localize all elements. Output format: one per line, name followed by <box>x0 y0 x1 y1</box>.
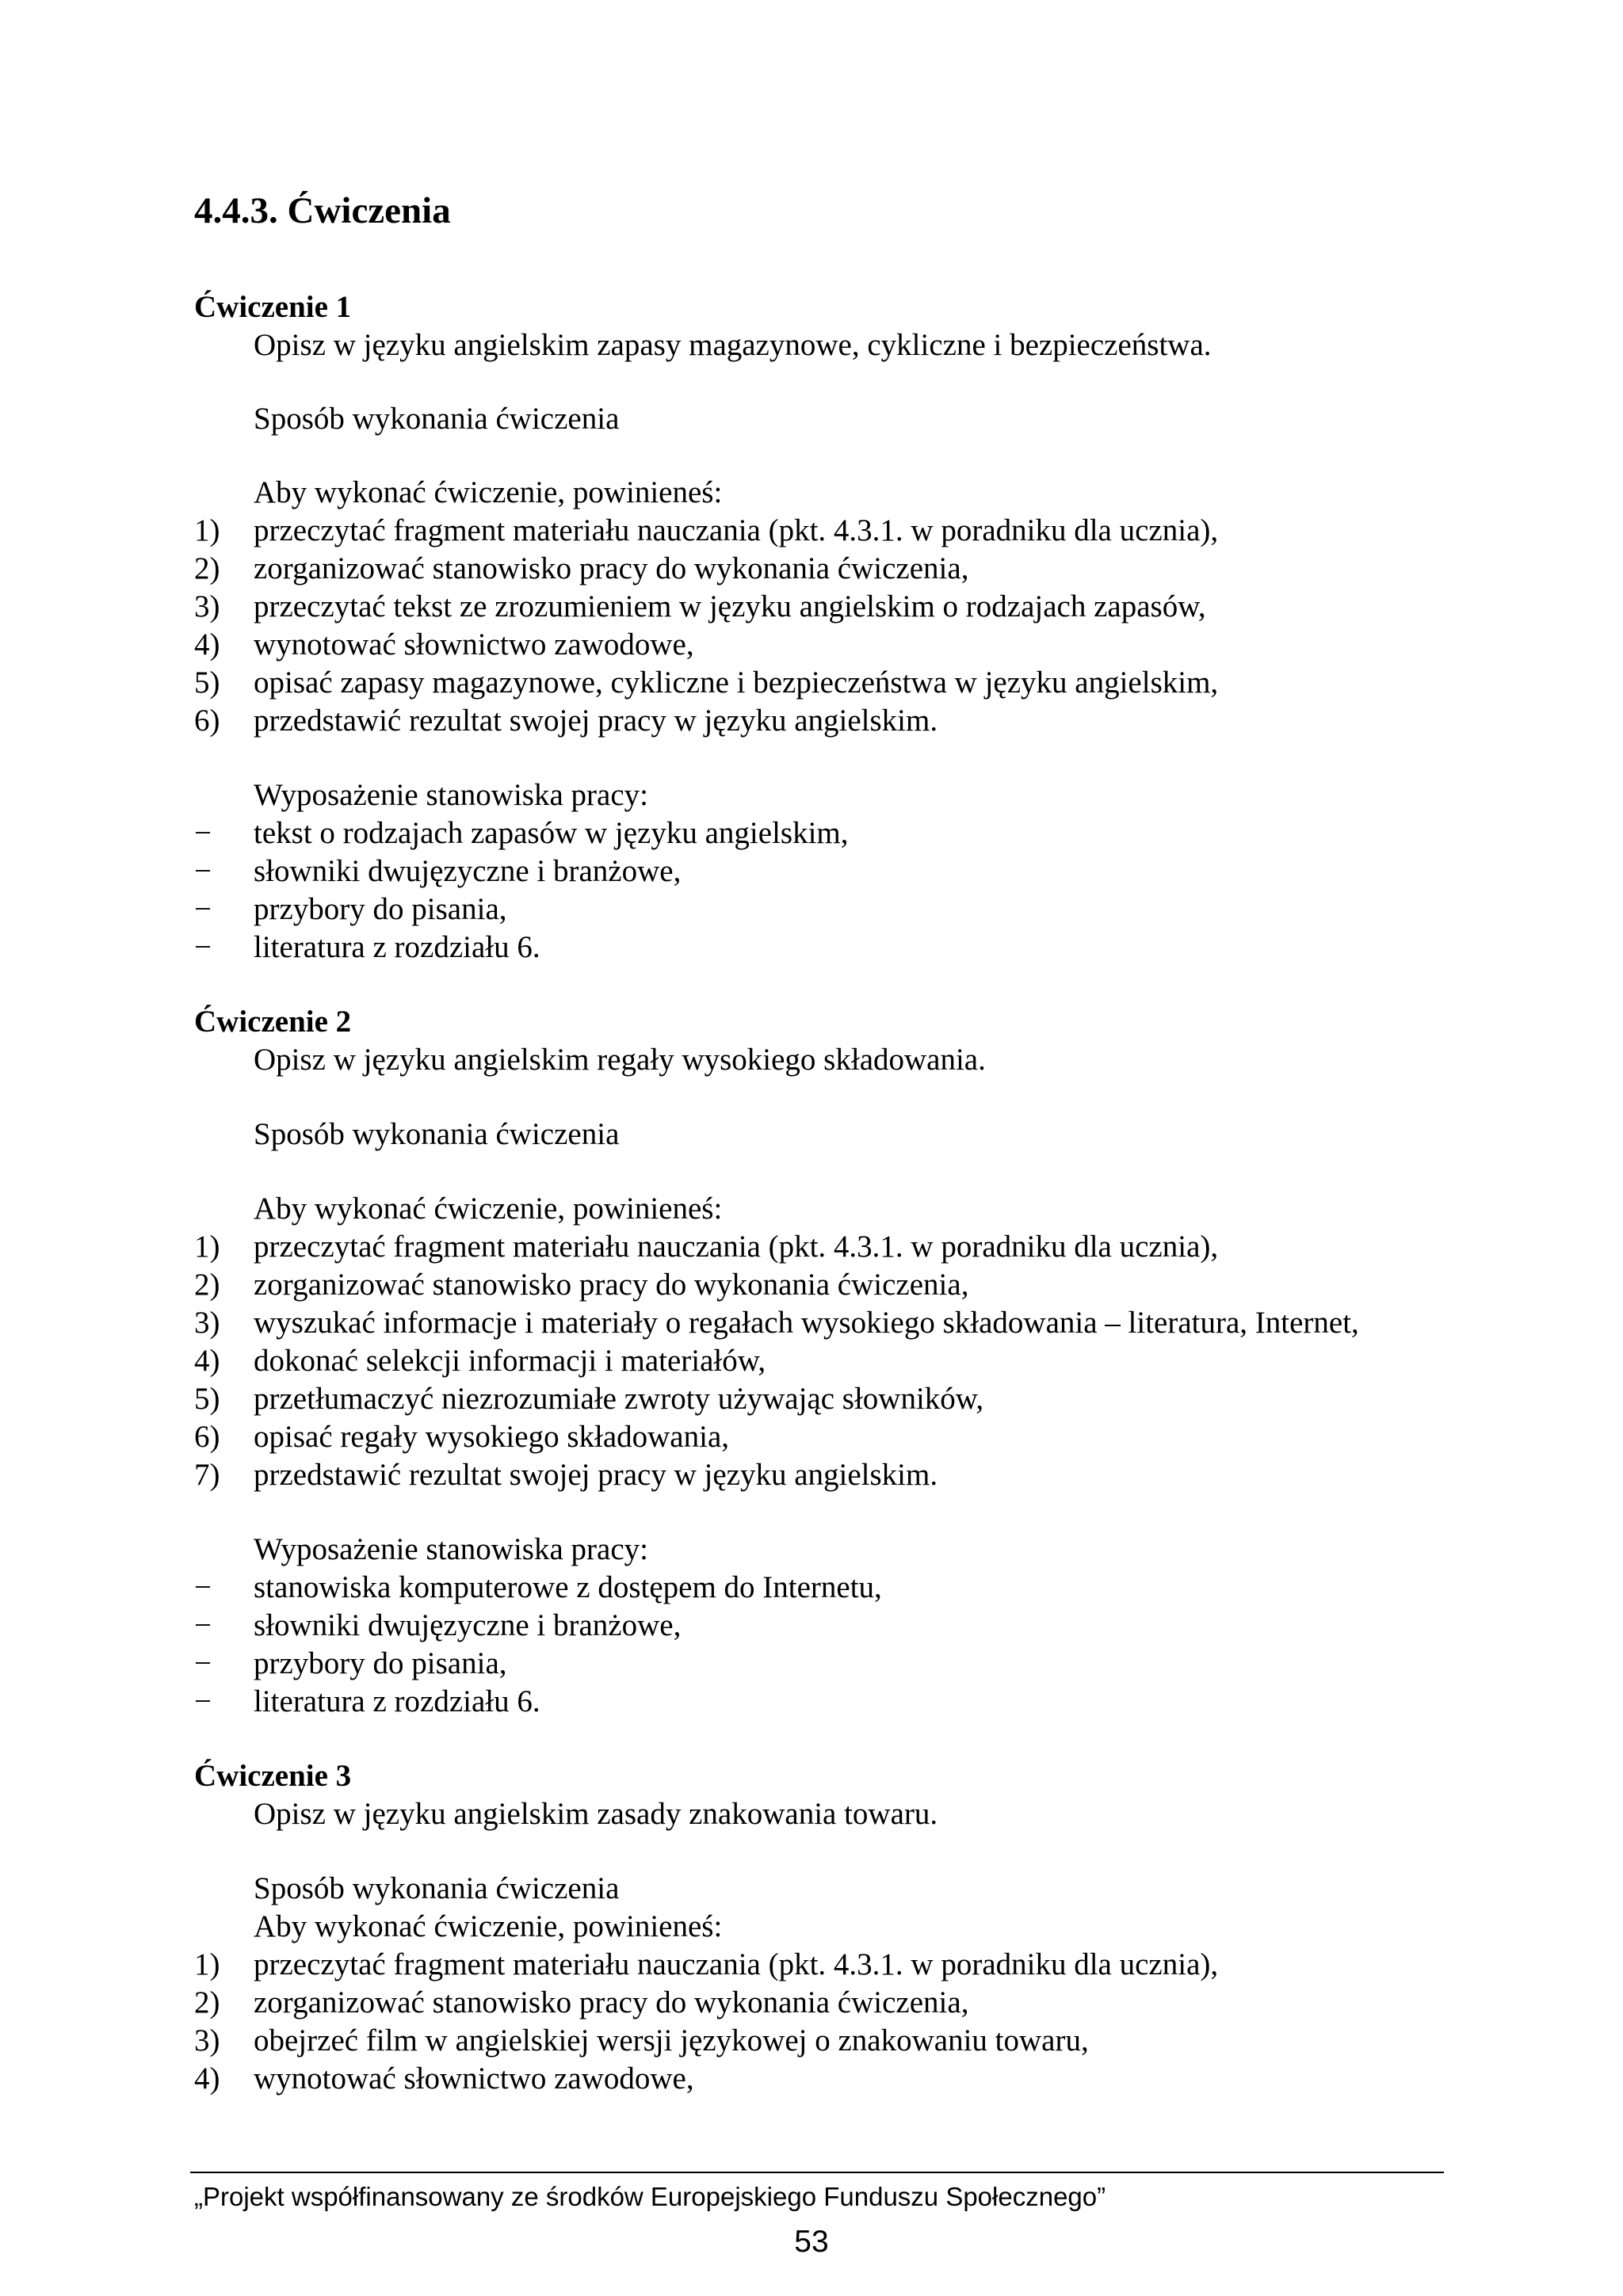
step-number: 5) <box>194 1382 220 1416</box>
exercise-1-method-label: Sposób wykonania ćwiczenia <box>254 402 620 436</box>
step-number: 6) <box>194 1420 220 1454</box>
step-number: 3) <box>194 2023 220 2058</box>
step-text: przeczytać fragment materiału nauczania (pkt. 4.3.1. w poradniku dla ucznia), <box>254 1230 1219 1264</box>
exercise-1-equipment-label: Wyposażenie stanowiska pracy: <box>254 778 648 812</box>
equipment-item: przybory do pisania, <box>254 1646 507 1680</box>
step-number: 2) <box>194 1268 220 1302</box>
step-number: 5) <box>194 666 220 700</box>
step-text: wynotować słownictwo zawodowe, <box>254 627 694 662</box>
exercise-3-heading: Ćwiczenie 3 <box>194 1759 352 1793</box>
dash-bullet: − <box>194 1646 212 1680</box>
step-text: obejrzeć film w angielskiej wersji językowej o znakowaniu towaru, <box>254 2023 1089 2058</box>
exercise-2-task: Opisz w języku angielskim regały wysokiego składowania. <box>254 1043 986 1077</box>
step-number: 1) <box>194 513 220 547</box>
dash-bullet: − <box>194 1684 212 1718</box>
exercise-1-task: Opisz w języku angielskim zapasy magazynowe, cykliczne i bezpieczeństwa. <box>254 328 1212 362</box>
equipment-item: słowniki dwujęzyczne i branżowe, <box>254 854 682 888</box>
exercise-3-steps-intro: Aby wykonać ćwiczenie, powinieneś: <box>254 1909 723 1943</box>
step-text: opisać regały wysokiego składowania, <box>254 1420 730 1454</box>
step-number: 4) <box>194 2061 220 2096</box>
exercise-2-steps-intro: Aby wykonać ćwiczenie, powinieneś: <box>254 1192 723 1226</box>
step-number: 4) <box>194 1344 220 1378</box>
exercise-2-equipment-label: Wyposażenie stanowiska pracy: <box>254 1532 648 1566</box>
step-text: zorganizować stanowisko pracy do wykonania ćwiczenia, <box>254 1268 969 1302</box>
step-text: wyszukać informacje i materiały o regałach wysokiego składowania – literatura, Internet, <box>254 1306 1359 1340</box>
dash-bullet: − <box>194 816 212 850</box>
step-number: 1) <box>194 1947 220 1981</box>
footer-divider <box>190 2172 1444 2173</box>
step-number: 3) <box>194 589 220 624</box>
equipment-item: słowniki dwujęzyczne i branżowe, <box>254 1608 682 1642</box>
page-number: 53 <box>794 2225 829 2259</box>
equipment-item: literatura z rozdziału 6. <box>254 930 540 964</box>
step-text: opisać zapasy magazynowe, cykliczne i bezpieczeństwa w języku angielskim, <box>254 666 1219 700</box>
exercise-3-task: Opisz w języku angielskim zasady znakowania towaru. <box>254 1797 938 1831</box>
step-number: 2) <box>194 1985 220 2019</box>
step-number: 4) <box>194 627 220 662</box>
dash-bullet: − <box>194 854 212 888</box>
exercise-1-heading: Ćwiczenie 1 <box>194 290 352 324</box>
equipment-item: tekst o rodzajach zapasów w języku angielskim, <box>254 816 849 850</box>
exercise-2-method-label: Sposób wykonania ćwiczenia <box>254 1117 620 1151</box>
dash-bullet: − <box>194 930 212 964</box>
step-number: 3) <box>194 1306 220 1340</box>
dash-bullet: − <box>194 1570 212 1604</box>
section-title: 4.4.3. Ćwiczenia <box>194 190 451 231</box>
step-number: 1) <box>194 1230 220 1264</box>
equipment-item: stanowiska komputerowe z dostępem do Internetu, <box>254 1570 882 1604</box>
step-number: 7) <box>194 1458 220 1492</box>
step-text: przetłumaczyć niezrozumiałe zwroty używając słowników, <box>254 1382 984 1416</box>
step-number: 2) <box>194 551 220 585</box>
dash-bullet: − <box>194 1608 212 1642</box>
step-text: przeczytać tekst ze zrozumieniem w języku angielskim o rodzajach zapasów, <box>254 589 1206 624</box>
step-text: dokonać selekcji informacji i materiałów, <box>254 1344 766 1378</box>
step-text: przeczytać fragment materiału nauczania (pkt. 4.3.1. w poradniku dla ucznia), <box>254 1947 1219 1981</box>
dash-bullet: − <box>194 892 212 926</box>
step-number: 6) <box>194 704 220 738</box>
step-text: przedstawić rezultat swojej pracy w języku angielskim. <box>254 704 938 738</box>
exercise-2-heading: Ćwiczenie 2 <box>194 1005 352 1039</box>
exercise-3-method-label: Sposób wykonania ćwiczenia <box>254 1871 620 1905</box>
step-text: zorganizować stanowisko pracy do wykonania ćwiczenia, <box>254 551 969 585</box>
exercise-1-steps-intro: Aby wykonać ćwiczenie, powinieneś: <box>254 475 723 509</box>
step-text: wynotować słownictwo zawodowe, <box>254 2061 694 2096</box>
equipment-item: literatura z rozdziału 6. <box>254 1684 540 1718</box>
equipment-item: przybory do pisania, <box>254 892 507 926</box>
step-text: zorganizować stanowisko pracy do wykonania ćwiczenia, <box>254 1985 969 2019</box>
step-text: przeczytać fragment materiału nauczania (pkt. 4.3.1. w poradniku dla ucznia), <box>254 513 1219 547</box>
step-text: przedstawić rezultat swojej pracy w języku angielskim. <box>254 1458 938 1492</box>
footer-funding-note: „Projekt współfinansowany ze środków Europejskiego Funduszu Społecznego” <box>194 2182 1106 2211</box>
